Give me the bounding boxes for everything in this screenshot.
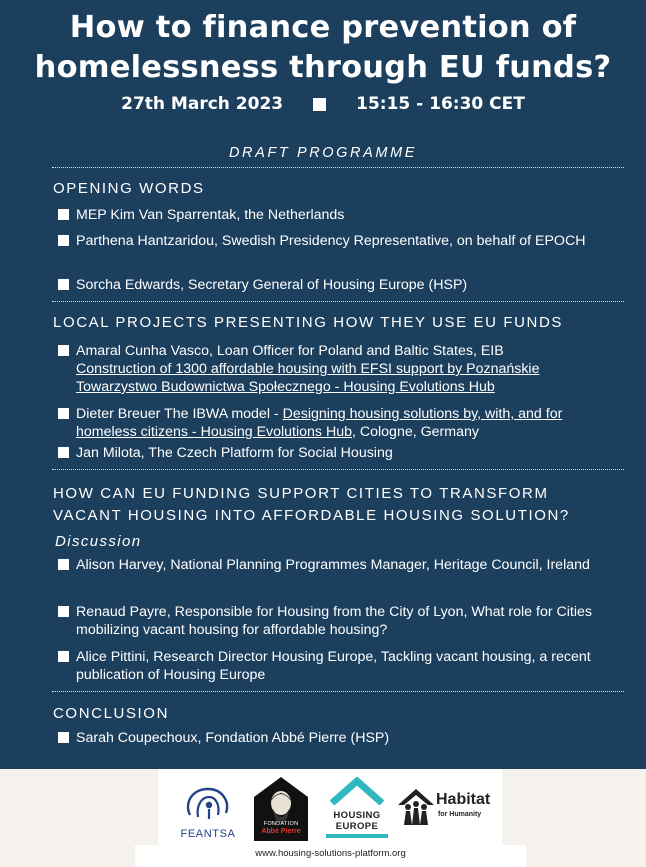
date-time-row: [0, 94, 646, 114]
housing-europe-logo: [326, 777, 388, 841]
square-separator-icon: [313, 98, 326, 111]
bullet-square-icon: [58, 447, 69, 458]
section-heading-conclusion: CONCLUSION: [53, 705, 170, 722]
speaker-text: Dieter Breuer The IBWA model -: [76, 406, 283, 422]
event-time: 15:15 - 16:30 CET: [356, 94, 525, 114]
fondation-abbe-pierre-logo: FONDATION Abbé Pierre: [254, 777, 308, 841]
habitat-people-house-icon: [396, 787, 436, 827]
bullet-square-icon: [58, 235, 69, 246]
draft-programme-label: DRAFT PROGRAMME: [228, 145, 418, 161]
feantsa-house-icon: [176, 781, 240, 825]
housing-roof-icon: [326, 777, 388, 805]
bullet-square-icon: [58, 408, 69, 419]
partner-logos: [158, 769, 502, 845]
section-heading-vacant-housing: HOW CAN EU FUNDING SUPPORT CITIES TO TRANSFORM VACANT HOUSING INTO AFFORDABLE HOUSING SOLUTION?: [53, 485, 570, 524]
dotted-divider: [52, 301, 624, 302]
bullet-square-icon: [58, 606, 69, 617]
habitat-label: Habitat: [436, 791, 491, 808]
list-item: Sorcha Edwards, Secretary General of Housing Europe (HSP): [58, 276, 613, 294]
bullet-square-icon: [58, 559, 69, 570]
list-item: [58, 342, 613, 396]
list-item: Renaud Payre, Responsible for Housing from the City of Lyon, What role for Cities mobilizing vacant housing for affordable housing?: [58, 603, 613, 639]
bullet-square-icon: [58, 651, 69, 662]
bullet-square-icon: [58, 209, 69, 220]
project-link[interactable]: Designing housing solutions by, with, and for homeless citizens - Housing Evolutions Hub: [76, 406, 563, 440]
feantsa-logo: [176, 781, 240, 843]
europe-label: EUROPE: [335, 821, 379, 832]
title-line-1: How to finance prevention of: [69, 10, 577, 45]
list-item: Alison Harvey, National Planning Programmes Manager, Heritage Council, Ireland: [58, 556, 613, 574]
bullet-square-icon: [58, 345, 69, 356]
bullet-square-icon: [58, 279, 69, 290]
footer-url[interactable]: www.housing-solutions-platform.org: [255, 848, 406, 859]
bullet-square-icon: [58, 732, 69, 743]
list-item: [58, 405, 613, 441]
dotted-divider: [52, 469, 624, 470]
humanity-label: for Humanity: [438, 811, 482, 818]
housing-label: HOUSING: [333, 810, 381, 821]
habitat-for-humanity-logo: [396, 787, 500, 837]
housing-underline: [326, 834, 388, 838]
title-line-2: homelessness through EU funds?: [34, 50, 612, 85]
speaker-text: Amaral Cunha Vasco, Loan Officer for Poland and Baltic States, EIB: [76, 343, 504, 359]
list-item: Sarah Coupechoux, Fondation Abbé Pierre (HSP): [58, 729, 613, 747]
section-heading-local-projects: LOCAL PROJECTS PRESENTING HOW THEY USE EU FUNDS: [53, 314, 563, 331]
dotted-divider: [52, 167, 624, 168]
page-title: [0, 8, 646, 88]
section-heading-opening: OPENING WORDS: [53, 180, 205, 197]
dotted-divider: [52, 691, 624, 692]
list-item: Jan Milota, The Czech Platform for Social Housing: [58, 444, 613, 462]
list-item: Alice Pittini, Research Director Housing Europe, Tackling vacant housing, a recent publication of Housing Europe: [58, 648, 613, 684]
list-item: Parthena Hantzaridou, Swedish Presidency Representative, on behalf of EPOCH: [58, 232, 613, 250]
event-date: 27th March 2023: [121, 94, 284, 114]
list-item: MEP Kim Van Sparrentak, the Netherlands: [58, 206, 613, 224]
discussion-subheading: Discussion: [55, 533, 142, 550]
project-link[interactable]: Construction of 1300 affordable housing with EFSI support by Poznańskie Towarzystwo Budownictwa Społecznego - Housing Evolutions Hub: [76, 361, 540, 395]
feantsa-label: FEANTSA: [180, 828, 236, 840]
location-text: , Cologne, Germany: [352, 424, 479, 440]
